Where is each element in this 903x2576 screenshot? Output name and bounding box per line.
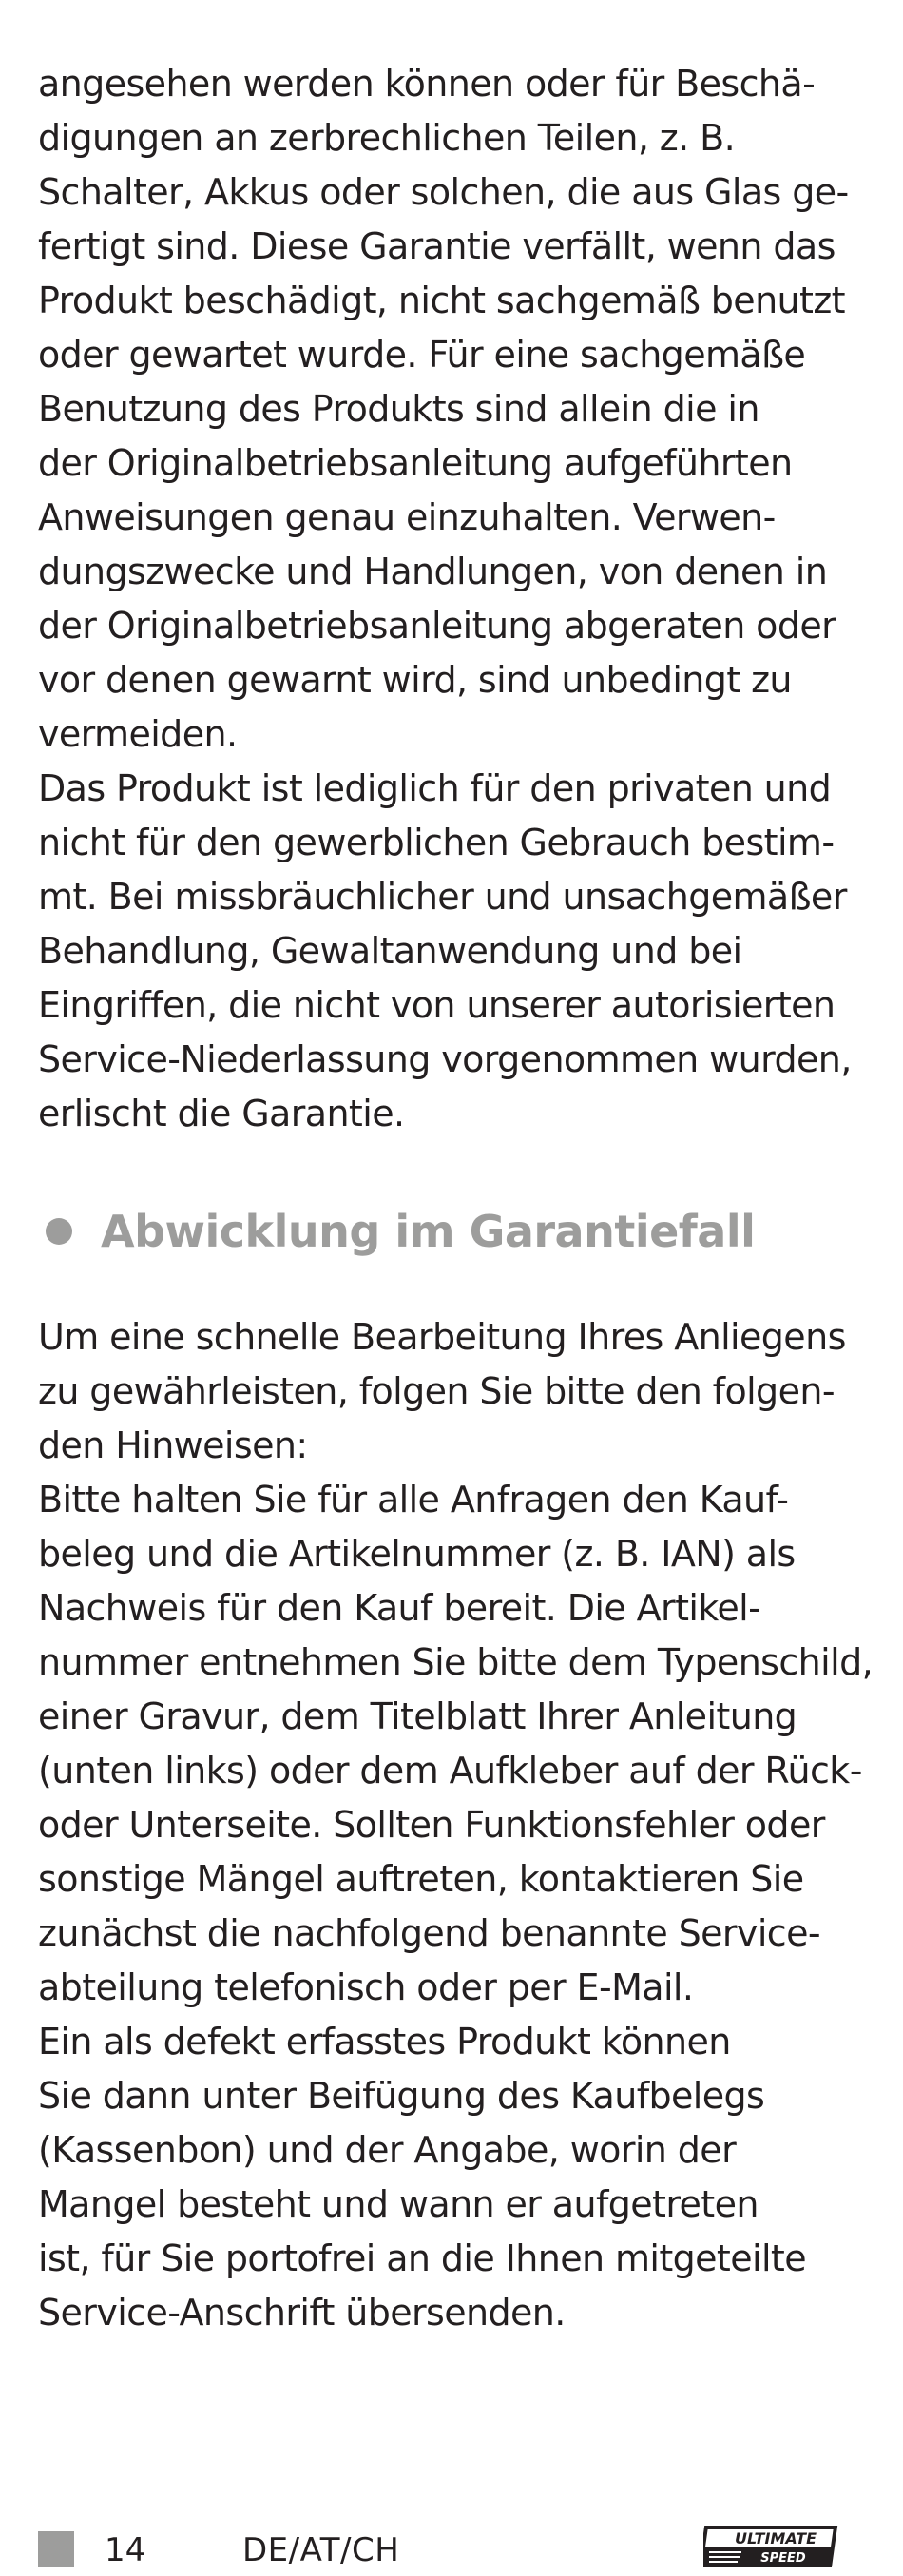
- text-line: Service-Niederlassung vorgenommen wurden,: [38, 1038, 852, 1080]
- bullet-icon: [46, 1218, 72, 1245]
- text-line: Eingriffen, die nicht von unserer autorisierten: [38, 984, 836, 1026]
- text-line: einer Gravur, dem Titelblatt Ihrer Anleitung: [38, 1695, 797, 1737]
- text-line: ist, für Sie portofrei an die Ihnen mitgeteilte: [38, 2237, 806, 2279]
- text-line: oder Unterseite. Sollten Funktionsfehler oder: [38, 1804, 825, 1846]
- page-number: 14: [105, 2531, 146, 2569]
- text-line: Ein als defekt erfasstes Produkt können: [38, 2021, 731, 2063]
- text-line: zunächst die nachfolgend benannte Service-: [38, 1912, 820, 1954]
- text-line: angesehen werden können oder für Beschä-: [38, 63, 816, 105]
- text-line: der Originalbetriebsanleitung abgeraten oder: [38, 605, 836, 647]
- text-line: (Kassenbon) und der Angabe, worin der: [38, 2129, 737, 2171]
- text-line: vor denen gewarnt wird, sind unbedingt zu: [38, 659, 792, 701]
- text-line: dungszwecke und Handlungen, von denen in: [38, 551, 828, 592]
- text-line: nummer entnehmen Sie bitte dem Typenschild,: [38, 1641, 874, 1683]
- text-line: vermeiden.: [38, 713, 238, 755]
- text-line: oder gewartet wurde. Für eine sachgemäße: [38, 334, 806, 376]
- section-heading-text: Abwicklung im Garantiefall: [101, 1206, 756, 1257]
- text-line: Nachweis für den Kauf bereit. Die Artikel-: [38, 1587, 761, 1629]
- text-line: zu gewährleisten, folgen Sie bitte den folgen-: [38, 1370, 835, 1412]
- text-line: Behandlung, Gewaltanwendung und bei: [38, 930, 742, 972]
- text-line: Schalter, Akkus oder solchen, die aus Glas ge-: [38, 171, 849, 213]
- logo-line2: SPEED: [760, 2551, 806, 2566]
- text-line: Mangel besteht und wann er aufgetreten: [38, 2183, 759, 2225]
- text-line: abteilung telefonisch oder per E-Mail.: [38, 1966, 694, 2008]
- text-line: Benutzung des Produkts sind allein die in: [38, 388, 759, 430]
- text-line: fertigt sind. Diese Garantie verfällt, wenn das: [38, 225, 836, 267]
- text-line: mt. Bei missbräuchlicher und unsachgemäßer: [38, 876, 847, 918]
- text-line: Sie dann unter Beifügung des Kaufbelegs: [38, 2075, 765, 2117]
- ultimate-speed-logo: [703, 2520, 851, 2572]
- text-line: (unten links) oder dem Aufkleber auf der Rück-: [38, 1750, 862, 1792]
- text-line: Anweisungen genau einzuhalten. Verwen-: [38, 496, 776, 538]
- text-line: beleg und die Artikelnummer (z. B. IAN) als: [38, 1533, 796, 1575]
- text-line: Service-Anschrift übersenden.: [38, 2292, 566, 2334]
- text-line: den Hinweisen:: [38, 1424, 308, 1466]
- body-text-part2: [38, 1310, 874, 2340]
- footer-square-icon: [38, 2531, 74, 2567]
- text-line: Bitte halten Sie für alle Anfragen den Kauf-: [38, 1479, 789, 1520]
- body-text-part1: [38, 57, 874, 1141]
- logo-line1: ULTIMATE: [734, 2529, 817, 2547]
- text-line: erlischt die Garantie.: [38, 1093, 405, 1134]
- text-line: Das Produkt ist lediglich für den privaten und: [38, 767, 832, 809]
- page-footer: [38, 2520, 874, 2567]
- section-heading: [38, 1193, 874, 1269]
- text-line: nicht für den gewerblichen Gebrauch bestim-: [38, 822, 835, 863]
- text-line: der Originalbetriebsanleitung aufgeführten: [38, 442, 793, 484]
- text-line: digungen an zerbrechlichen Teilen, z. B.: [38, 117, 736, 159]
- text-line: Produkt beschädigt, nicht sachgemäß benutzt: [38, 280, 845, 321]
- language-codes: DE/AT/CH: [242, 2531, 400, 2569]
- text-line: sonstige Mängel auftreten, kontaktieren Sie: [38, 1858, 804, 1900]
- text-line: Um eine schnelle Bearbeitung Ihres Anliegens: [38, 1316, 846, 1358]
